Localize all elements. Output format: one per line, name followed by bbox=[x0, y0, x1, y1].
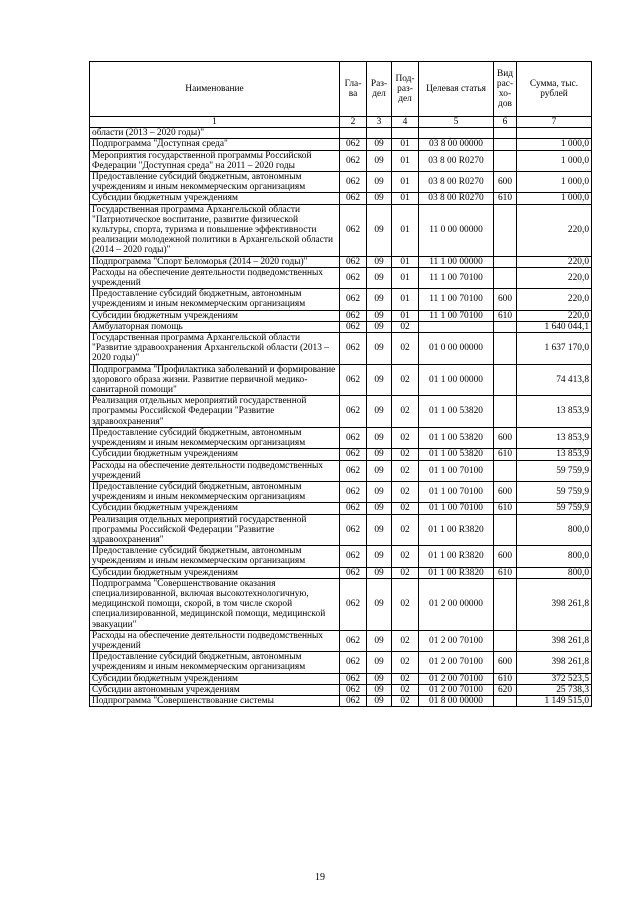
row-subsection-cell bbox=[392, 128, 419, 139]
row-amount-cell: 59 759,9 bbox=[517, 460, 592, 481]
row-target-cell: 01 1 00 70100 bbox=[419, 460, 494, 481]
header-amount: Сумма, тыс. рублей bbox=[517, 62, 592, 117]
row-amount-cell: 398 261,8 bbox=[517, 630, 592, 651]
row-amount-cell: 220,0 bbox=[517, 204, 592, 256]
row-chapter-cell: 062 bbox=[340, 546, 367, 567]
row-amount-cell: 220,0 bbox=[517, 256, 592, 267]
table-row bbox=[90, 310, 592, 321]
row-amount-cell: 1 000,0 bbox=[517, 172, 592, 193]
row-amount-cell: 398 261,8 bbox=[517, 652, 592, 673]
row-expense-type-cell bbox=[494, 204, 517, 256]
table-row bbox=[90, 652, 592, 673]
table-row bbox=[90, 204, 592, 256]
row-subsection-cell: 02 bbox=[392, 481, 419, 502]
row-chapter-cell: 062 bbox=[340, 310, 367, 321]
row-expense-type-cell bbox=[494, 128, 517, 139]
row-expense-type-cell: 620 bbox=[494, 684, 517, 695]
table-row bbox=[90, 481, 592, 502]
row-name-cell: Предоставление субсидий бюджетным, автономным учреждениям и иным некоммерческим организациям bbox=[90, 652, 340, 673]
row-target-cell: 01 2 00 70100 bbox=[419, 652, 494, 673]
row-section-cell: 09 bbox=[367, 139, 392, 150]
table-row bbox=[90, 364, 592, 396]
row-section-cell: 09 bbox=[367, 150, 392, 171]
row-amount-cell: 1 149 515,0 bbox=[517, 695, 592, 706]
row-expense-type-cell: 610 bbox=[494, 193, 517, 204]
row-subsection-cell: 02 bbox=[392, 396, 419, 428]
row-expense-type-cell bbox=[494, 333, 517, 365]
row-target-cell: 11 1 00 70100 bbox=[419, 267, 494, 288]
row-name-cell: Субсидии бюджетным учреждениям bbox=[90, 673, 340, 684]
row-subsection-cell: 01 bbox=[392, 172, 419, 193]
row-name-cell: Амбулаторная помощь bbox=[90, 321, 340, 332]
row-amount-cell: 25 738,3 bbox=[517, 684, 592, 695]
row-chapter-cell: 062 bbox=[340, 172, 367, 193]
row-name-cell: Предоставление субсидий бюджетным, автономным учреждениям и иным некоммерческим организациям bbox=[90, 481, 340, 502]
column-number: 4 bbox=[392, 117, 419, 128]
table-row bbox=[90, 172, 592, 193]
row-name-cell: Государственная программа Архангельской области "Развитие здравоохранения Архангельской области (2013 – 2020 годы)" bbox=[90, 333, 340, 365]
row-expense-type-cell: 600 bbox=[494, 172, 517, 193]
row-target-cell: 01 1 00 53820 bbox=[419, 427, 494, 448]
row-amount-cell: 1 000,0 bbox=[517, 150, 592, 171]
header-name: Наименование bbox=[90, 62, 340, 117]
row-section-cell: 09 bbox=[367, 449, 392, 460]
row-subsection-cell: 02 bbox=[392, 364, 419, 396]
row-target-cell: 01 2 00 70100 bbox=[419, 630, 494, 651]
row-name-cell: Расходы на обеспечение деятельности подведомственных учреждений bbox=[90, 267, 340, 288]
row-expense-type-cell bbox=[494, 695, 517, 706]
row-chapter-cell: 062 bbox=[340, 514, 367, 546]
row-target-cell: 03 8 00 00000 bbox=[419, 139, 494, 150]
table-row bbox=[90, 630, 592, 651]
table-row bbox=[90, 578, 592, 630]
row-section-cell bbox=[367, 128, 392, 139]
row-target-cell: 01 1 00 53820 bbox=[419, 449, 494, 460]
row-name-cell: Субсидии бюджетным учреждениям bbox=[90, 310, 340, 321]
row-chapter-cell: 062 bbox=[340, 364, 367, 396]
row-expense-type-cell bbox=[494, 578, 517, 630]
row-chapter-cell: 062 bbox=[340, 321, 367, 332]
row-amount-cell: 800,0 bbox=[517, 514, 592, 546]
table-row bbox=[90, 460, 592, 481]
row-expense-type-cell: 610 bbox=[494, 673, 517, 684]
column-number: 1 bbox=[90, 117, 340, 128]
table-row bbox=[90, 289, 592, 310]
row-name-cell: Расходы на обеспечение деятельности подведомственных учреждений bbox=[90, 460, 340, 481]
row-name-cell: Субсидии бюджетным учреждениям bbox=[90, 193, 340, 204]
row-subsection-cell: 01 bbox=[392, 150, 419, 171]
row-subsection-cell: 02 bbox=[392, 321, 419, 332]
row-chapter-cell: 062 bbox=[340, 503, 367, 514]
row-expense-type-cell bbox=[494, 256, 517, 267]
row-name-cell: Государственная программа Архангельской области "Патриотическое воспитание, развитие физической культуры, спорта, туризма и повышение эффективности реализации молодежной политики в Архангельской области (2014 – 2020 годы)" bbox=[90, 204, 340, 256]
row-section-cell: 09 bbox=[367, 193, 392, 204]
table-row bbox=[90, 150, 592, 171]
row-expense-type-cell: 610 bbox=[494, 567, 517, 578]
row-section-cell: 09 bbox=[367, 333, 392, 365]
row-expense-type-cell: 600 bbox=[494, 546, 517, 567]
row-target-cell: 01 1 00 53820 bbox=[419, 396, 494, 428]
row-chapter-cell: 062 bbox=[340, 204, 367, 256]
row-chapter-cell: 062 bbox=[340, 333, 367, 365]
column-number-row bbox=[90, 117, 592, 128]
row-section-cell: 09 bbox=[367, 460, 392, 481]
row-amount-cell: 372 523,5 bbox=[517, 673, 592, 684]
column-number: 2 bbox=[340, 117, 367, 128]
row-subsection-cell: 02 bbox=[392, 652, 419, 673]
row-subsection-cell: 01 bbox=[392, 289, 419, 310]
row-section-cell: 09 bbox=[367, 256, 392, 267]
row-subsection-cell: 01 bbox=[392, 267, 419, 288]
row-target-cell: 01 1 00 70100 bbox=[419, 481, 494, 502]
row-chapter-cell: 062 bbox=[340, 193, 367, 204]
table-row bbox=[90, 567, 592, 578]
row-target-cell: 01 1 00 70100 bbox=[419, 503, 494, 514]
row-amount-cell: 1 000,0 bbox=[517, 139, 592, 150]
table-row bbox=[90, 333, 592, 365]
row-name-cell: Предоставление субсидий бюджетным, автономным учреждениям и иным некоммерческим организациям bbox=[90, 172, 340, 193]
row-chapter-cell: 062 bbox=[340, 267, 367, 288]
row-target-cell: 01 0 00 00000 bbox=[419, 333, 494, 365]
header-section: Раз-дел bbox=[367, 62, 392, 117]
row-target-cell: 03 8 00 R0270 bbox=[419, 172, 494, 193]
table-row bbox=[90, 503, 592, 514]
row-amount-cell: 13 853,9 bbox=[517, 427, 592, 448]
row-name-cell: Предоставление субсидий бюджетным, автономным учреждениям и иным некоммерческим организациям bbox=[90, 427, 340, 448]
row-target-cell: 01 1 00 R3820 bbox=[419, 514, 494, 546]
row-expense-type-cell bbox=[494, 460, 517, 481]
row-amount-cell: 1 637 170,0 bbox=[517, 333, 592, 365]
row-amount-cell: 1 640 044,1 bbox=[517, 321, 592, 332]
row-chapter-cell: 062 bbox=[340, 449, 367, 460]
row-target-cell: 03 8 00 R0270 bbox=[419, 150, 494, 171]
row-subsection-cell: 02 bbox=[392, 427, 419, 448]
row-chapter-cell: 062 bbox=[340, 460, 367, 481]
row-target-cell: 01 2 00 00000 bbox=[419, 578, 494, 630]
row-name-cell: Подпрограмма "Профилактика заболеваний и формирование здорового образа жизни. Развитие первичной медико-санитарной помощи" bbox=[90, 364, 340, 396]
row-section-cell: 09 bbox=[367, 204, 392, 256]
column-number: 6 bbox=[494, 117, 517, 128]
row-amount-cell bbox=[517, 128, 592, 139]
row-expense-type-cell bbox=[494, 267, 517, 288]
row-subsection-cell: 02 bbox=[392, 695, 419, 706]
row-expense-type-cell bbox=[494, 139, 517, 150]
column-number: 3 bbox=[367, 117, 392, 128]
row-section-cell: 09 bbox=[367, 321, 392, 332]
row-name-cell: Расходы на обеспечение деятельности подведомственных учреждений bbox=[90, 630, 340, 651]
row-amount-cell: 220,0 bbox=[517, 310, 592, 321]
row-amount-cell: 398 261,8 bbox=[517, 578, 592, 630]
row-amount-cell: 13 853,9 bbox=[517, 449, 592, 460]
row-target-cell: 11 1 00 70100 bbox=[419, 310, 494, 321]
row-chapter-cell: 062 bbox=[340, 695, 367, 706]
row-target-cell: 01 2 00 70100 bbox=[419, 684, 494, 695]
row-section-cell: 09 bbox=[367, 503, 392, 514]
row-expense-type-cell: 610 bbox=[494, 449, 517, 460]
row-expense-type-cell bbox=[494, 514, 517, 546]
row-section-cell: 09 bbox=[367, 630, 392, 651]
row-name-cell: области (2013 – 2020 годы)" bbox=[90, 128, 340, 139]
table-row bbox=[90, 128, 592, 139]
row-section-cell: 09 bbox=[367, 364, 392, 396]
row-expense-type-cell: 600 bbox=[494, 427, 517, 448]
row-name-cell: Подпрограмма "Совершенствование оказания специализированной, включая высокотехнологичную, медицинской помощи, скорой, в том числе скорой специализированной, медицинской помощи, медицинской эвакуации" bbox=[90, 578, 340, 630]
row-subsection-cell: 02 bbox=[392, 567, 419, 578]
row-chapter-cell: 062 bbox=[340, 684, 367, 695]
row-chapter-cell bbox=[340, 128, 367, 139]
row-chapter-cell: 062 bbox=[340, 396, 367, 428]
row-chapter-cell: 062 bbox=[340, 630, 367, 651]
row-subsection-cell: 02 bbox=[392, 673, 419, 684]
table-row bbox=[90, 321, 592, 332]
row-amount-cell: 220,0 bbox=[517, 267, 592, 288]
row-subsection-cell: 02 bbox=[392, 546, 419, 567]
table-row bbox=[90, 256, 592, 267]
row-amount-cell: 1 000,0 bbox=[517, 193, 592, 204]
row-section-cell: 09 bbox=[367, 514, 392, 546]
header-target: Целевая статья bbox=[419, 62, 494, 117]
table-row bbox=[90, 684, 592, 695]
row-amount-cell: 13 853,9 bbox=[517, 396, 592, 428]
table-row bbox=[90, 396, 592, 428]
row-section-cell: 09 bbox=[367, 578, 392, 630]
row-target-cell: 11 1 00 00000 bbox=[419, 256, 494, 267]
row-target-cell: 11 0 00 00000 bbox=[419, 204, 494, 256]
table-row bbox=[90, 193, 592, 204]
row-name-cell: Предоставление субсидий бюджетным, автономным учреждениям и иным некоммерческим организациям bbox=[90, 546, 340, 567]
row-subsection-cell: 01 bbox=[392, 310, 419, 321]
row-subsection-cell: 02 bbox=[392, 514, 419, 546]
row-subsection-cell: 01 bbox=[392, 256, 419, 267]
column-number: 5 bbox=[419, 117, 494, 128]
row-name-cell: Реализация отдельных мероприятий государственной программы Российской Федерации "Развитие здравоохранения" bbox=[90, 396, 340, 428]
row-section-cell: 09 bbox=[367, 310, 392, 321]
table-row bbox=[90, 449, 592, 460]
row-name-cell: Мероприятия государственной программы Российской Федерации "Доступная среда" на 2011 – 2020 годы bbox=[90, 150, 340, 171]
row-amount-cell: 59 759,9 bbox=[517, 481, 592, 502]
row-amount-cell: 220,0 bbox=[517, 289, 592, 310]
row-target-cell: 03 8 00 R0270 bbox=[419, 193, 494, 204]
row-subsection-cell: 02 bbox=[392, 460, 419, 481]
column-number: 7 bbox=[517, 117, 592, 128]
row-name-cell: Субсидии бюджетным учреждениям bbox=[90, 567, 340, 578]
row-section-cell: 09 bbox=[367, 567, 392, 578]
row-section-cell: 09 bbox=[367, 267, 392, 288]
row-section-cell: 09 bbox=[367, 546, 392, 567]
row-expense-type-cell bbox=[494, 321, 517, 332]
row-target-cell: 01 1 00 R3820 bbox=[419, 546, 494, 567]
row-expense-type-cell: 600 bbox=[494, 652, 517, 673]
row-chapter-cell: 062 bbox=[340, 139, 367, 150]
row-section-cell: 09 bbox=[367, 289, 392, 310]
budget-table bbox=[89, 61, 592, 707]
row-expense-type-cell: 610 bbox=[494, 503, 517, 514]
row-section-cell: 09 bbox=[367, 396, 392, 428]
header-expense-type: Вид рас-хо-дов bbox=[494, 62, 517, 117]
row-subsection-cell: 01 bbox=[392, 193, 419, 204]
row-target-cell: 01 1 00 R3820 bbox=[419, 567, 494, 578]
table-row bbox=[90, 427, 592, 448]
row-chapter-cell: 062 bbox=[340, 150, 367, 171]
row-name-cell: Реализация отдельных мероприятий государственной программы Российской Федерации "Развитие здравоохранения" bbox=[90, 514, 340, 546]
row-expense-type-cell: 600 bbox=[494, 289, 517, 310]
row-section-cell: 09 bbox=[367, 673, 392, 684]
row-target-cell bbox=[419, 321, 494, 332]
row-expense-type-cell bbox=[494, 396, 517, 428]
row-subsection-cell: 01 bbox=[392, 204, 419, 256]
page-number: 19 bbox=[315, 872, 325, 883]
row-amount-cell: 74 413,8 bbox=[517, 364, 592, 396]
row-name-cell: Субсидии автономным учреждениям bbox=[90, 684, 340, 695]
row-name-cell: Субсидии бюджетным учреждениям bbox=[90, 449, 340, 460]
row-expense-type-cell bbox=[494, 150, 517, 171]
row-section-cell: 09 bbox=[367, 172, 392, 193]
row-amount-cell: 800,0 bbox=[517, 546, 592, 567]
row-expense-type-cell bbox=[494, 630, 517, 651]
row-subsection-cell: 02 bbox=[392, 503, 419, 514]
row-expense-type-cell: 600 bbox=[494, 481, 517, 502]
row-target-cell: 11 1 00 70100 bbox=[419, 289, 494, 310]
row-chapter-cell: 062 bbox=[340, 673, 367, 684]
row-section-cell: 09 bbox=[367, 427, 392, 448]
row-subsection-cell: 02 bbox=[392, 684, 419, 695]
row-chapter-cell: 062 bbox=[340, 289, 367, 310]
table-body bbox=[90, 128, 592, 707]
row-chapter-cell: 062 bbox=[340, 481, 367, 502]
header-row bbox=[90, 62, 592, 117]
row-expense-type-cell: 610 bbox=[494, 310, 517, 321]
row-section-cell: 09 bbox=[367, 652, 392, 673]
header-chapter: Гла-ва bbox=[340, 62, 367, 117]
table-row bbox=[90, 139, 592, 150]
table-row bbox=[90, 673, 592, 684]
row-target-cell: 01 8 00 00000 bbox=[419, 695, 494, 706]
row-subsection-cell: 01 bbox=[392, 139, 419, 150]
row-chapter-cell: 062 bbox=[340, 256, 367, 267]
row-expense-type-cell bbox=[494, 364, 517, 396]
row-section-cell: 09 bbox=[367, 684, 392, 695]
row-section-cell: 09 bbox=[367, 481, 392, 502]
row-target-cell: 01 1 00 00000 bbox=[419, 364, 494, 396]
row-target-cell: 01 2 00 70100 bbox=[419, 673, 494, 684]
row-section-cell: 09 bbox=[367, 695, 392, 706]
row-target-cell bbox=[419, 128, 494, 139]
row-chapter-cell: 062 bbox=[340, 427, 367, 448]
row-subsection-cell: 02 bbox=[392, 449, 419, 460]
row-name-cell: Подпрограмма "Совершенствование системы bbox=[90, 695, 340, 706]
row-amount-cell: 800,0 bbox=[517, 567, 592, 578]
row-chapter-cell: 062 bbox=[340, 652, 367, 673]
row-name-cell: Подпрограмма "Спорт Беломорья (2014 – 2020 годы)" bbox=[90, 256, 340, 267]
row-chapter-cell: 062 bbox=[340, 567, 367, 578]
row-subsection-cell: 02 bbox=[392, 333, 419, 365]
row-name-cell: Субсидии бюджетным учреждениям bbox=[90, 503, 340, 514]
table-row bbox=[90, 267, 592, 288]
row-subsection-cell: 02 bbox=[392, 630, 419, 651]
row-subsection-cell: 02 bbox=[392, 578, 419, 630]
row-chapter-cell: 062 bbox=[340, 578, 367, 630]
table-row bbox=[90, 695, 592, 706]
header-subsection: Под-раз-дел bbox=[392, 62, 419, 117]
row-amount-cell: 59 759,9 bbox=[517, 503, 592, 514]
row-name-cell: Подпрограмма "Доступная среда" bbox=[90, 139, 340, 150]
table-row bbox=[90, 514, 592, 546]
table-row bbox=[90, 546, 592, 567]
row-name-cell: Предоставление субсидий бюджетным, автономным учреждениям и иным некоммерческим организациям bbox=[90, 289, 340, 310]
